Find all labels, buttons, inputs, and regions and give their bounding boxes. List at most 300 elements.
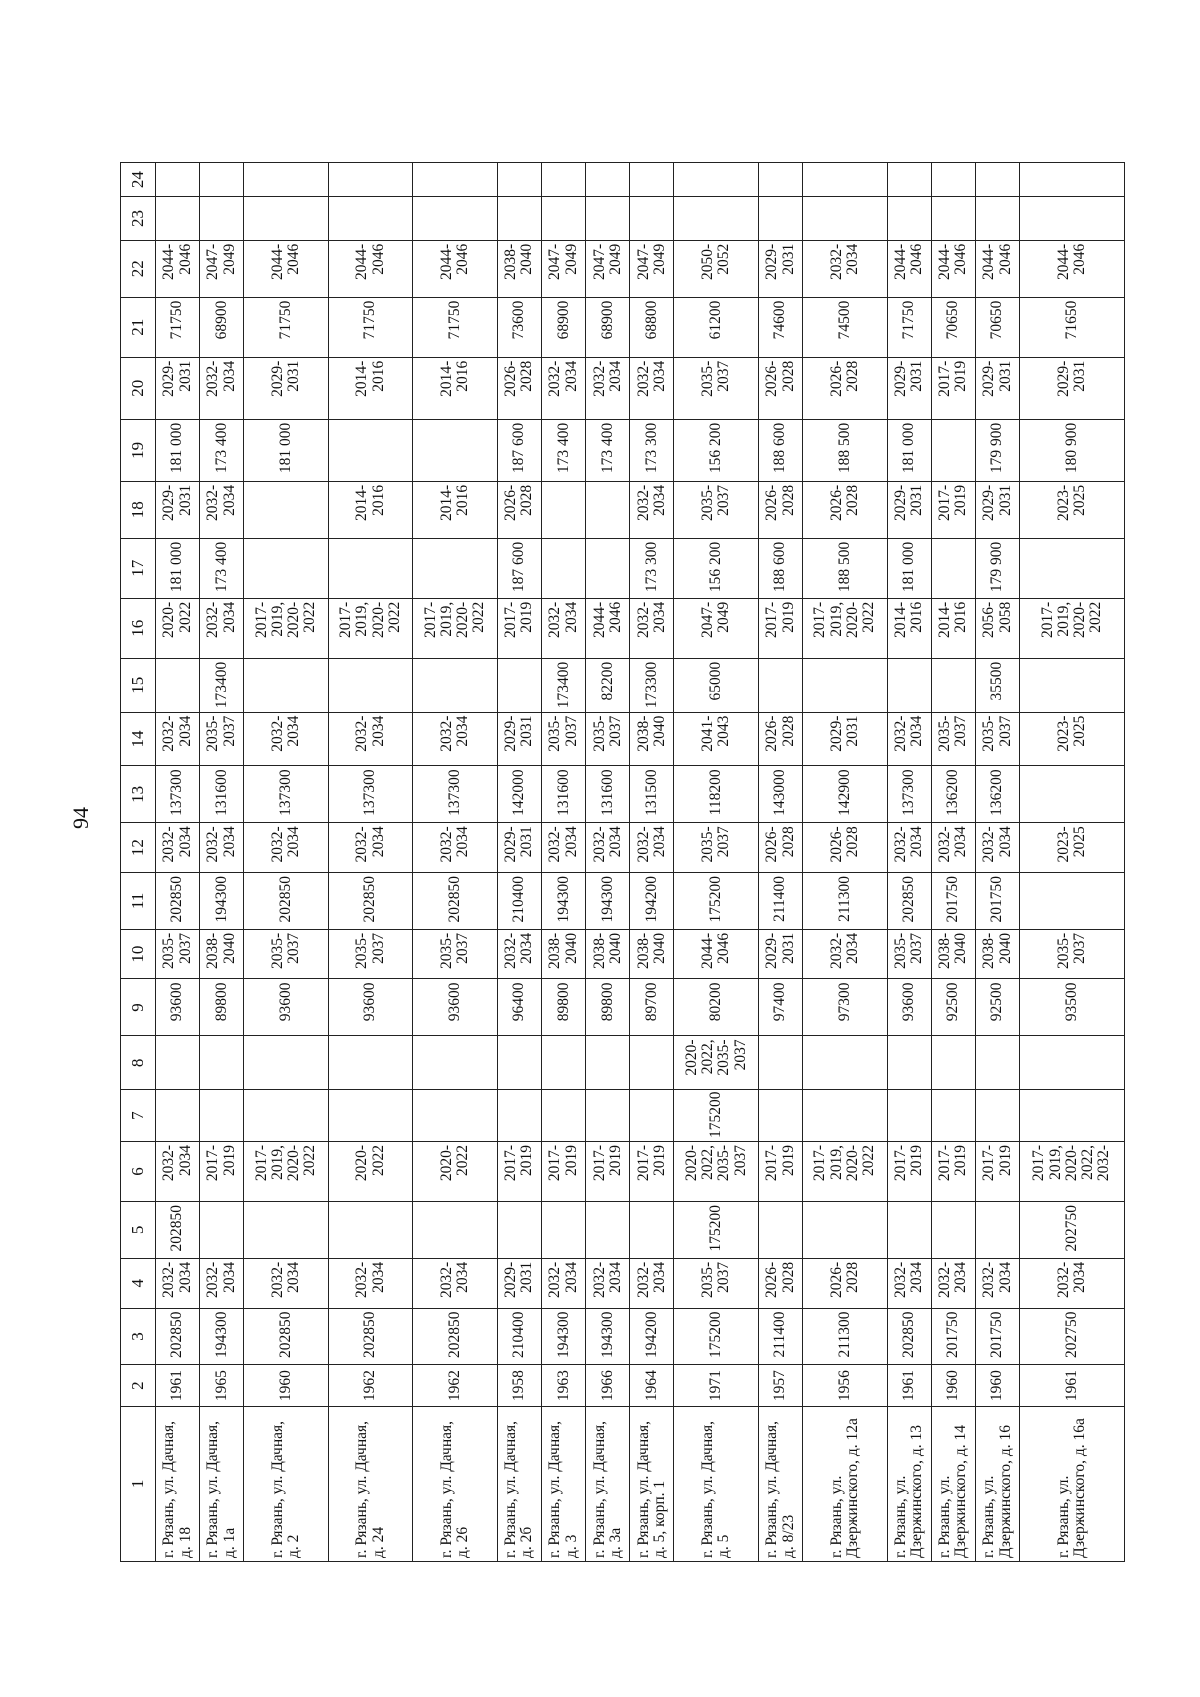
table-cell: 175200 [674, 1090, 759, 1142]
table-cell [244, 163, 329, 197]
table-cell [497, 197, 541, 240]
table-cell: 2017- 2019, 2020- 2022 [244, 1141, 329, 1201]
table-cell [931, 1036, 975, 1090]
table-cell: 2017- 2019 [497, 1141, 541, 1201]
table-cell: 2014- 2016 [887, 598, 931, 658]
table-row [1020, 163, 1125, 1562]
column-header: 16 [121, 598, 156, 658]
table-cell [244, 197, 329, 240]
table-cell: 202850 [328, 1308, 413, 1365]
table-cell: 2035- 2037 [887, 929, 931, 979]
column-header: 3 [121, 1308, 156, 1365]
table-cell [200, 163, 244, 197]
table-cell: 2014- 2016 [931, 598, 975, 658]
table-cell: 202850 [156, 872, 200, 929]
table-cell: 156 200 [674, 419, 759, 481]
table-cell: 2017- 2019, 2020- 2022 [328, 598, 413, 658]
table-row [244, 163, 329, 1562]
table-cell: 194200 [630, 1308, 674, 1365]
table-cell: 211300 [803, 1308, 888, 1365]
table-cell: 2032- 2034 [586, 823, 630, 873]
table-cell [542, 197, 586, 240]
table-cell: 2029- 2031 [156, 481, 200, 538]
table-cell: 173 300 [630, 419, 674, 481]
table-cell [497, 1036, 541, 1090]
table-cell: 2032- 2034 [803, 240, 888, 297]
table-cell [200, 1201, 244, 1258]
table-row [759, 163, 803, 1562]
table-cell [759, 658, 803, 712]
table-cell: 1961 [156, 1365, 200, 1406]
table-cell: 2026- 2028 [803, 1258, 888, 1308]
table-cell: 202850 [156, 1201, 200, 1258]
table-cell: 2032- 2034 [156, 1141, 200, 1201]
table-cell [887, 163, 931, 197]
table-cell: 2020- 2022, 2035- 2037 [674, 1036, 759, 1090]
table-cell: 143000 [759, 766, 803, 823]
table-cell [156, 1036, 200, 1090]
table-cell: 194300 [586, 1308, 630, 1365]
table-cell: 2029- 2031 [1020, 357, 1125, 419]
table-cell: 35500 [976, 658, 1020, 712]
table-cell: 202750 [1020, 1308, 1125, 1365]
table-cell: 136200 [931, 766, 975, 823]
table-cell [542, 163, 586, 197]
rotated-table-wrapper [120, 162, 1125, 1562]
table-cell: 2017- 2019, 2020- 2022 [244, 598, 329, 658]
table-cell: 188 600 [759, 538, 803, 598]
table-cell [759, 1036, 803, 1090]
table-cell [328, 538, 413, 598]
table-cell [630, 1090, 674, 1142]
table-row [803, 163, 888, 1562]
table-cell [931, 538, 975, 598]
table-cell: 2056- 2058 [976, 598, 1020, 658]
table-cell: 2044- 2046 [976, 240, 1020, 297]
table-cell [156, 658, 200, 712]
table-cell: 2017- 2019 [759, 1141, 803, 1201]
table-cell: 71750 [413, 297, 498, 357]
table-cell: 2044- 2046 [1020, 240, 1125, 297]
table-cell: 2032- 2034 [200, 481, 244, 538]
table-cell: 201750 [931, 872, 975, 929]
table-cell: 89800 [200, 979, 244, 1036]
table-cell [887, 1036, 931, 1090]
table-cell: 2020- 2022 [156, 598, 200, 658]
table-cell: 2026- 2028 [803, 357, 888, 419]
table-cell [586, 163, 630, 197]
table-cell: 89700 [630, 979, 674, 1036]
table-cell: 188 500 [803, 419, 888, 481]
column-header: 4 [121, 1258, 156, 1308]
table-cell: 2029- 2031 [497, 712, 541, 766]
table-cell [887, 658, 931, 712]
table-cell: 181 000 [887, 419, 931, 481]
table-cell: 173 400 [200, 538, 244, 598]
table-cell: 118200 [674, 766, 759, 823]
table-cell: 93600 [156, 979, 200, 1036]
table-cell: 2032- 2034 [328, 1258, 413, 1308]
table-cell: 202850 [413, 1308, 498, 1365]
table-cell: 2029- 2031 [156, 357, 200, 419]
table-cell: 202850 [244, 872, 329, 929]
table-cell: 1960 [931, 1365, 975, 1406]
table-cell: 82200 [586, 658, 630, 712]
table-cell: 93600 [328, 979, 413, 1036]
table-cell: 93600 [244, 979, 329, 1036]
table-cell: 2026- 2028 [759, 823, 803, 873]
table-cell: 2032- 2034 [887, 1258, 931, 1308]
table-cell: 181 000 [244, 419, 329, 481]
table-cell [630, 1201, 674, 1258]
table-cell: 137300 [328, 766, 413, 823]
table-cell: 97300 [803, 979, 888, 1036]
table-cell: 188 500 [803, 538, 888, 598]
table-cell: 2032- 2034 [244, 1258, 329, 1308]
table-cell: 2032- 2034 [244, 823, 329, 873]
table-cell [931, 163, 975, 197]
table-cell: 2026- 2028 [759, 481, 803, 538]
table-cell [328, 419, 413, 481]
table-cell: 1958 [497, 1365, 541, 1406]
table-cell [1020, 766, 1125, 823]
column-header: 9 [121, 979, 156, 1036]
table-cell: 181 000 [156, 538, 200, 598]
table-cell: 2017- 2019 [976, 1141, 1020, 1201]
table-row [931, 163, 975, 1562]
table-cell: 71750 [244, 297, 329, 357]
table-cell: 2032- 2034 [156, 823, 200, 873]
table-cell: 2044- 2046 [887, 240, 931, 297]
table-cell [156, 197, 200, 240]
table-cell: 2047- 2049 [630, 240, 674, 297]
table-cell [586, 1036, 630, 1090]
table-cell [413, 1036, 498, 1090]
table-cell: 2032- 2034 [413, 712, 498, 766]
table-cell [413, 1090, 498, 1142]
table-cell: 70650 [976, 297, 1020, 357]
table-cell [1020, 1036, 1125, 1090]
table-cell: 2041- 2043 [674, 712, 759, 766]
table-body [156, 163, 1125, 1562]
table-cell [156, 163, 200, 197]
table-cell: 173 400 [586, 419, 630, 481]
table-cell [931, 1201, 975, 1258]
table-cell: 1966 [586, 1365, 630, 1406]
table-cell: 194200 [630, 872, 674, 929]
table-row [156, 163, 200, 1562]
table-cell: 2038- 2040 [976, 929, 1020, 979]
table-cell: 211400 [759, 1308, 803, 1365]
table-cell [244, 658, 329, 712]
table-cell [542, 1036, 586, 1090]
table-row [887, 163, 931, 1562]
table-cell: 137300 [887, 766, 931, 823]
column-header: 10 [121, 929, 156, 979]
table-cell [803, 1036, 888, 1090]
table-cell: 1962 [328, 1365, 413, 1406]
table-cell: 2035- 2037 [586, 712, 630, 766]
table-cell: 2029- 2031 [976, 357, 1020, 419]
table-cell: 65000 [674, 658, 759, 712]
table-cell: 2032- 2034 [803, 929, 888, 979]
table-cell: 71650 [1020, 297, 1125, 357]
table-cell: 2020- 2022 [413, 1141, 498, 1201]
table-cell [630, 197, 674, 240]
table-cell: 93600 [887, 979, 931, 1036]
table-cell: 1961 [1020, 1365, 1125, 1406]
table-cell [759, 1090, 803, 1142]
table-cell: 1963 [542, 1365, 586, 1406]
table-cell: 2047- 2049 [586, 240, 630, 297]
table-cell: 2029- 2031 [976, 481, 1020, 538]
address-cell: г. Рязань, ул. Дачная, д. 18 [156, 1406, 200, 1561]
table-cell: 194300 [586, 872, 630, 929]
table-row [586, 163, 630, 1562]
table-cell: 2032- 2034 [200, 1258, 244, 1308]
address-cell: г. Рязань, ул. Дачная, д. 24 [328, 1406, 413, 1561]
table-cell [413, 658, 498, 712]
table-cell [931, 1090, 975, 1142]
table-cell: 2047- 2049 [200, 240, 244, 297]
table-cell: 2032- 2034 [976, 1258, 1020, 1308]
table-cell: 2032- 2034 [542, 598, 586, 658]
table-cell: 2032- 2034 [413, 823, 498, 873]
table-cell: 92500 [931, 979, 975, 1036]
table-cell: 2029- 2031 [759, 929, 803, 979]
table-cell: 2032- 2034 [630, 357, 674, 419]
table-cell: 2017- 2019, 2020- 2022 [803, 1141, 888, 1201]
address-cell: г. Рязань, ул. Дачная, д. 3 [542, 1406, 586, 1561]
table-cell: 2035- 2037 [931, 712, 975, 766]
table-cell [976, 1036, 1020, 1090]
address-cell: г. Рязань, ул. Дзержинского, д. 14 [931, 1406, 975, 1561]
column-header: 8 [121, 1036, 156, 1090]
column-header: 19 [121, 419, 156, 481]
table-cell: 2017- 2019 [887, 1141, 931, 1201]
table-cell: 2035- 2037 [1020, 929, 1125, 979]
table-cell: 2047- 2049 [542, 240, 586, 297]
table-cell: 74500 [803, 297, 888, 357]
table-cell: 201750 [976, 1308, 1020, 1365]
table-cell: 2026- 2028 [803, 823, 888, 873]
table-cell [244, 1090, 329, 1142]
table-cell: 2035- 2037 [156, 929, 200, 979]
table-cell [328, 658, 413, 712]
table-cell [931, 419, 975, 481]
column-header: 12 [121, 823, 156, 873]
table-cell: 2026- 2028 [497, 481, 541, 538]
table-cell: 68800 [630, 297, 674, 357]
table-cell [497, 658, 541, 712]
table-cell: 1956 [803, 1365, 888, 1406]
table-cell: 2017- 2019, 2020- 2022 [1020, 598, 1125, 658]
table-cell: 2032- 2034 [413, 1258, 498, 1308]
table-cell [244, 1036, 329, 1090]
table-cell: 2032- 2034 [586, 1258, 630, 1308]
table-cell: 2038- 2040 [630, 929, 674, 979]
table-cell: 202850 [156, 1308, 200, 1365]
table-cell [586, 538, 630, 598]
table-cell: 2014- 2016 [328, 357, 413, 419]
table-cell: 202850 [328, 872, 413, 929]
table-cell: 2017- 2019 [931, 357, 975, 419]
table-cell: 211400 [759, 872, 803, 929]
table-cell: 2017- 2019 [200, 1141, 244, 1201]
table-cell: 136200 [976, 766, 1020, 823]
table-cell: 89800 [542, 979, 586, 1036]
table-cell: 2014- 2016 [413, 357, 498, 419]
address-cell: г. Рязань, ул. Дачная, д. 5, корп. 1 [630, 1406, 674, 1561]
table-cell [413, 163, 498, 197]
table-cell: 2032- 2034 [542, 357, 586, 419]
table-cell [328, 1201, 413, 1258]
table-cell [542, 538, 586, 598]
table-cell: 2029- 2031 [803, 712, 888, 766]
table-cell [674, 163, 759, 197]
table-cell [931, 197, 975, 240]
table-cell: 71750 [328, 297, 413, 357]
table-cell: 2014- 2016 [413, 481, 498, 538]
table-cell: 181 000 [887, 538, 931, 598]
table-cell [328, 197, 413, 240]
table-cell: 71750 [156, 297, 200, 357]
table-cell: 2032- 2034 [630, 481, 674, 538]
table-cell: 2035- 2037 [976, 712, 1020, 766]
table-cell [976, 163, 1020, 197]
table-cell [413, 538, 498, 598]
table-cell: 61200 [674, 297, 759, 357]
table-cell: 2032- 2034 [542, 1258, 586, 1308]
address-cell: г. Рязань, ул. Дзержинского, д. 13 [887, 1406, 931, 1561]
table-cell: 2029- 2031 [887, 481, 931, 538]
table-cell: 1962 [413, 1365, 498, 1406]
table-cell [674, 197, 759, 240]
table-row [200, 163, 244, 1562]
table-cell: 2023- 2025 [1020, 712, 1125, 766]
table-cell [586, 1090, 630, 1142]
table-cell: 173400 [542, 658, 586, 712]
table-cell [976, 1090, 1020, 1142]
table-cell: 2038- 2040 [542, 929, 586, 979]
table-cell [1020, 538, 1125, 598]
table-cell: 92500 [976, 979, 1020, 1036]
table-cell: 194300 [200, 872, 244, 929]
column-header: 20 [121, 357, 156, 419]
table-cell: 2032- 2034 [328, 712, 413, 766]
address-cell: г. Рязань, ул. Дачная, д. 26 [413, 1406, 498, 1561]
table-cell: 2038- 2040 [630, 712, 674, 766]
table-cell: 194300 [200, 1308, 244, 1365]
table-cell: 142000 [497, 766, 541, 823]
table-cell: 2047- 2049 [674, 598, 759, 658]
column-header: 2 [121, 1365, 156, 1406]
table-cell: 2032- 2034 [887, 823, 931, 873]
table-cell: 2044- 2046 [586, 598, 630, 658]
table-cell: 194300 [542, 1308, 586, 1365]
table-cell: 80200 [674, 979, 759, 1036]
table-cell: 180 900 [1020, 419, 1125, 481]
table-cell: 2017- 2019, 2020- 2022 [803, 598, 888, 658]
table-cell: 97400 [759, 979, 803, 1036]
table-cell: 137300 [244, 766, 329, 823]
address-cell: г. Рязань, ул. Дзержинского, д. 16а [1020, 1406, 1125, 1561]
address-cell: г. Рязань, ул. Дачная, д. 3а [586, 1406, 630, 1561]
table-cell [200, 1036, 244, 1090]
table-cell: 68900 [200, 297, 244, 357]
table-cell [328, 1090, 413, 1142]
table-cell: 2044- 2046 [156, 240, 200, 297]
table-cell [630, 1036, 674, 1090]
table-cell [328, 163, 413, 197]
table-cell: 210400 [497, 872, 541, 929]
table-cell: 2017- 2019 [497, 598, 541, 658]
table-cell [413, 1201, 498, 1258]
table-cell [1020, 658, 1125, 712]
header-row [121, 163, 156, 1562]
table-cell [759, 197, 803, 240]
table-cell: 2032- 2034 [497, 929, 541, 979]
table-cell: 202850 [887, 872, 931, 929]
table-cell: 202850 [887, 1308, 931, 1365]
table-cell: 2032- 2034 [244, 712, 329, 766]
column-header: 5 [121, 1201, 156, 1258]
table-cell: 210400 [497, 1308, 541, 1365]
address-cell: г. Рязань, ул. Дачная, д. 2б [497, 1406, 541, 1561]
table-cell: 2026- 2028 [803, 481, 888, 538]
table-cell: 89800 [586, 979, 630, 1036]
table-row [976, 163, 1020, 1562]
column-header: 17 [121, 538, 156, 598]
table-cell [413, 419, 498, 481]
table-cell: 2032- 2034 [200, 823, 244, 873]
table-cell [630, 163, 674, 197]
table-cell: 2032- 2034 [1020, 1258, 1125, 1308]
table-cell: 137300 [413, 766, 498, 823]
table-row [542, 163, 586, 1562]
address-cell: г. Рязань, ул. Дачная, д. 2 [244, 1406, 329, 1561]
table-cell [803, 658, 888, 712]
table-cell [542, 1201, 586, 1258]
table-cell: 202750 [1020, 1201, 1125, 1258]
table-cell [586, 197, 630, 240]
table-row [630, 163, 674, 1562]
table-cell: 142900 [803, 766, 888, 823]
table-cell: 179 900 [976, 419, 1020, 481]
table-cell: 1971 [674, 1365, 759, 1406]
table-cell: 1961 [887, 1365, 931, 1406]
table-cell: 173 400 [542, 419, 586, 481]
column-header: 1 [121, 1406, 156, 1561]
table-cell [244, 1201, 329, 1258]
table-cell: 179 900 [976, 538, 1020, 598]
table-cell [328, 1036, 413, 1090]
table-cell: 211300 [803, 872, 888, 929]
table-cell: 96400 [497, 979, 541, 1036]
table-cell [803, 163, 888, 197]
table-row [497, 163, 541, 1562]
table-row [674, 163, 759, 1562]
table-cell: 2035- 2037 [674, 481, 759, 538]
table-cell: 175200 [674, 872, 759, 929]
table-cell: 1965 [200, 1365, 244, 1406]
table-cell [200, 197, 244, 240]
housing-repair-table [120, 162, 1125, 1562]
table-cell: 2029- 2031 [759, 240, 803, 297]
table-cell: 2032- 2034 [200, 598, 244, 658]
table-cell: 2029- 2031 [497, 1258, 541, 1308]
table-cell: 1964 [630, 1365, 674, 1406]
